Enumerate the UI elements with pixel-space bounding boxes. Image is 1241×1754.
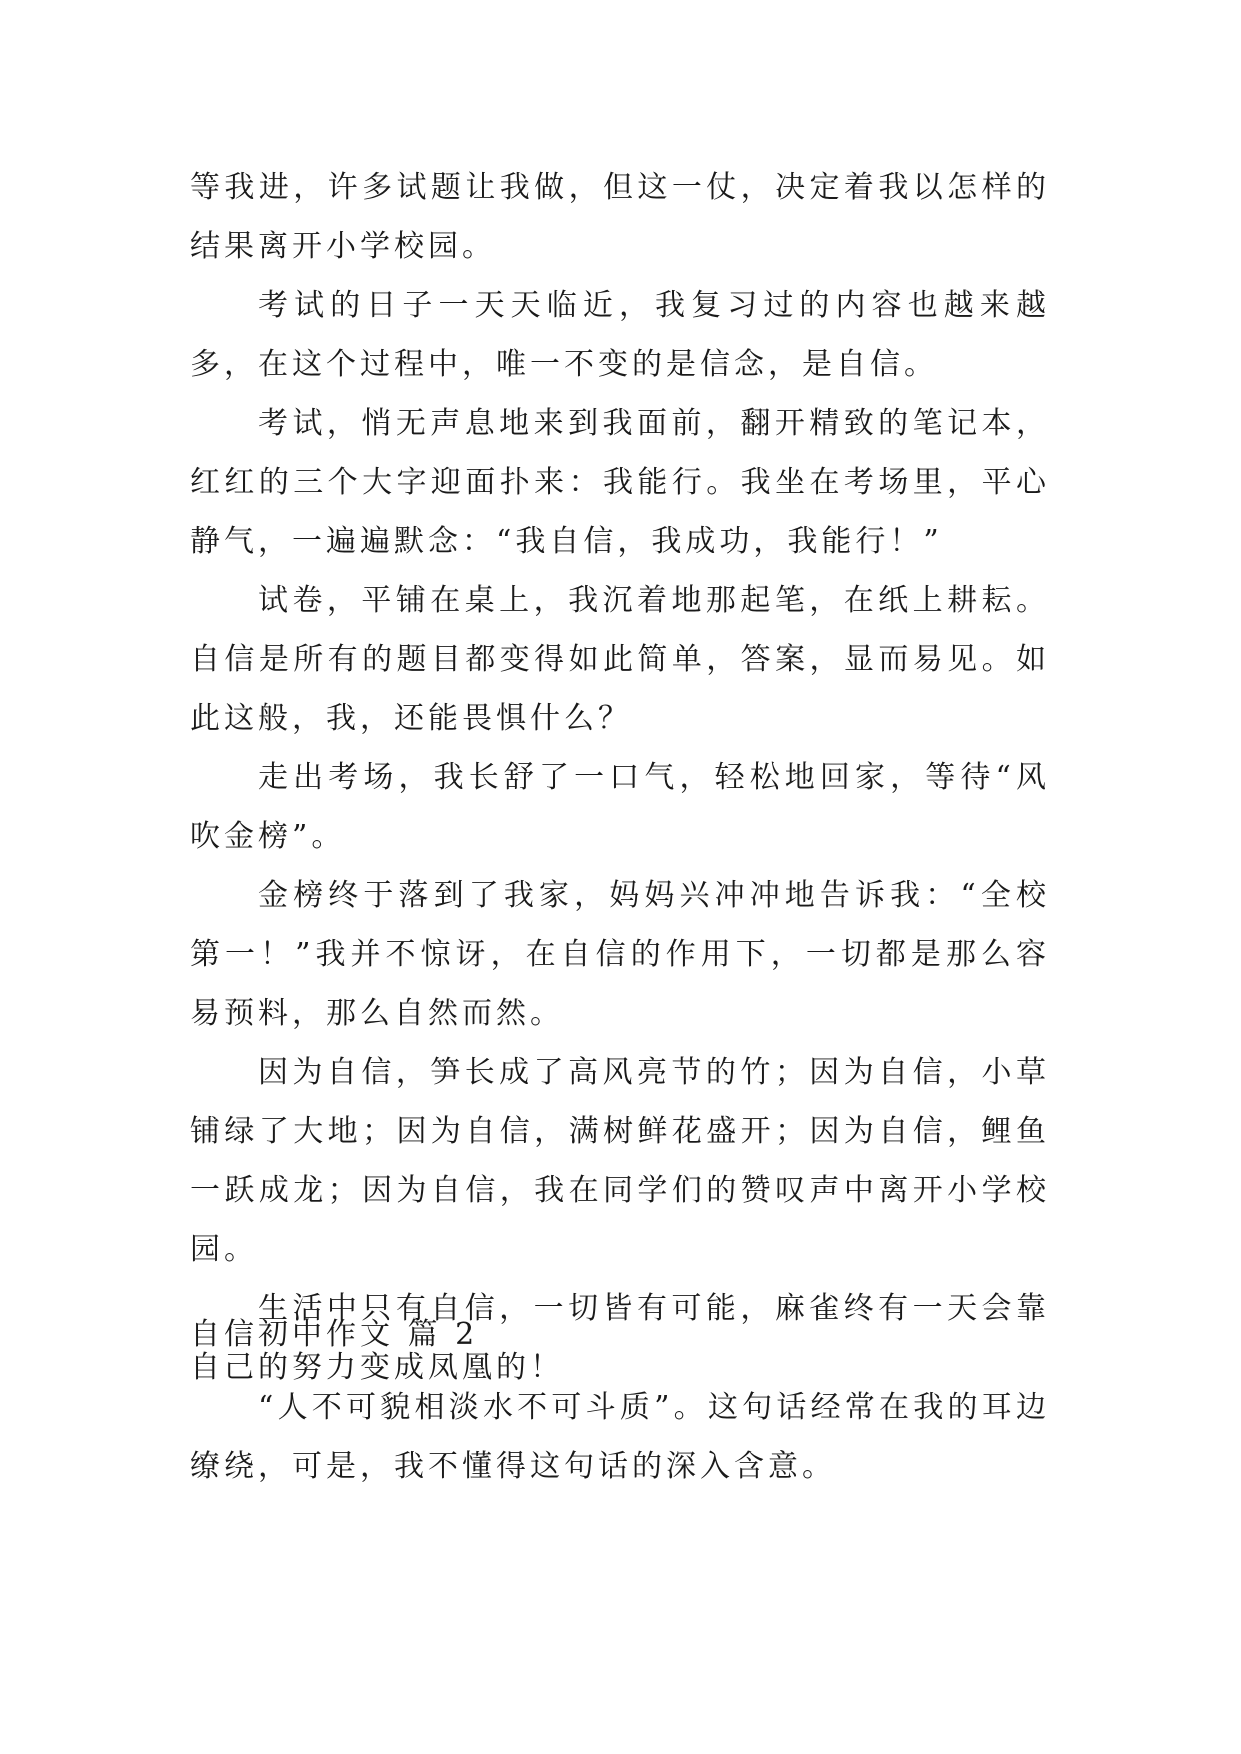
paragraph-because-of-confidence: 因为自信，笋长成了高风亮节的竹；因为自信，小草铺绿了大地；因为自信，满树鲜花盛开；因为自信，鲤鱼一跃成龙；因为自信，我在同学们的赞叹声中离开小学校园。 bbox=[190, 1055, 1050, 1267]
paragraph-section2-opening: “人不可貌相淡水不可斗质”。这句话经常在我的耳边缭绕，可是，我不懂得这句话的深入含意。 bbox=[190, 1390, 1050, 1484]
essay-body-part-2 bbox=[190, 1378, 1050, 1496]
essay-body-part-1 bbox=[190, 158, 1050, 1397]
paragraph-exam-day: 考试，悄无声息地来到我面前，翻开精致的笔记本，红红的三个大字迎面扑来：我能行。我坐在考场里，平心静气，一遍遍默念：“我自信，我成功，我能行！” bbox=[190, 406, 1050, 559]
paragraph-continued: 等我进，许多试题让我做，但这一仗，决定着我以怎样的结果离开小学校园。 bbox=[190, 170, 1050, 264]
paragraph-test-paper: 试卷，平铺在桌上，我沉着地那起笔，在纸上耕耘。自信是所有的题目都变得如此简单，答案，显而易见。如此这般，我，还能畏惧什么？ bbox=[190, 583, 1050, 736]
paragraph-conclusion: 生活中只有自信，一切皆有可能，麻雀终有一天会靠自己的努力变成凤凰的！ bbox=[190, 1291, 1050, 1385]
paragraph-exam-approaching: 考试的日子一天天临近，我复习过的内容也越来越多，在这个过程中，唯一不变的是信念，是自信。 bbox=[190, 288, 1050, 382]
section-title: 自信初中作文 篇 2 bbox=[190, 1317, 479, 1352]
paragraph-leaving-exam: 走出考场，我长舒了一口气，轻松地回家，等待“风吹金榜”。 bbox=[190, 760, 1050, 854]
paragraph-results: 金榜终于落到了我家，妈妈兴冲冲地告诉我：“全校第一！”我并不惊讶，在自信的作用下，一切都是那么容易预料，那么自然而然。 bbox=[190, 878, 1050, 1031]
